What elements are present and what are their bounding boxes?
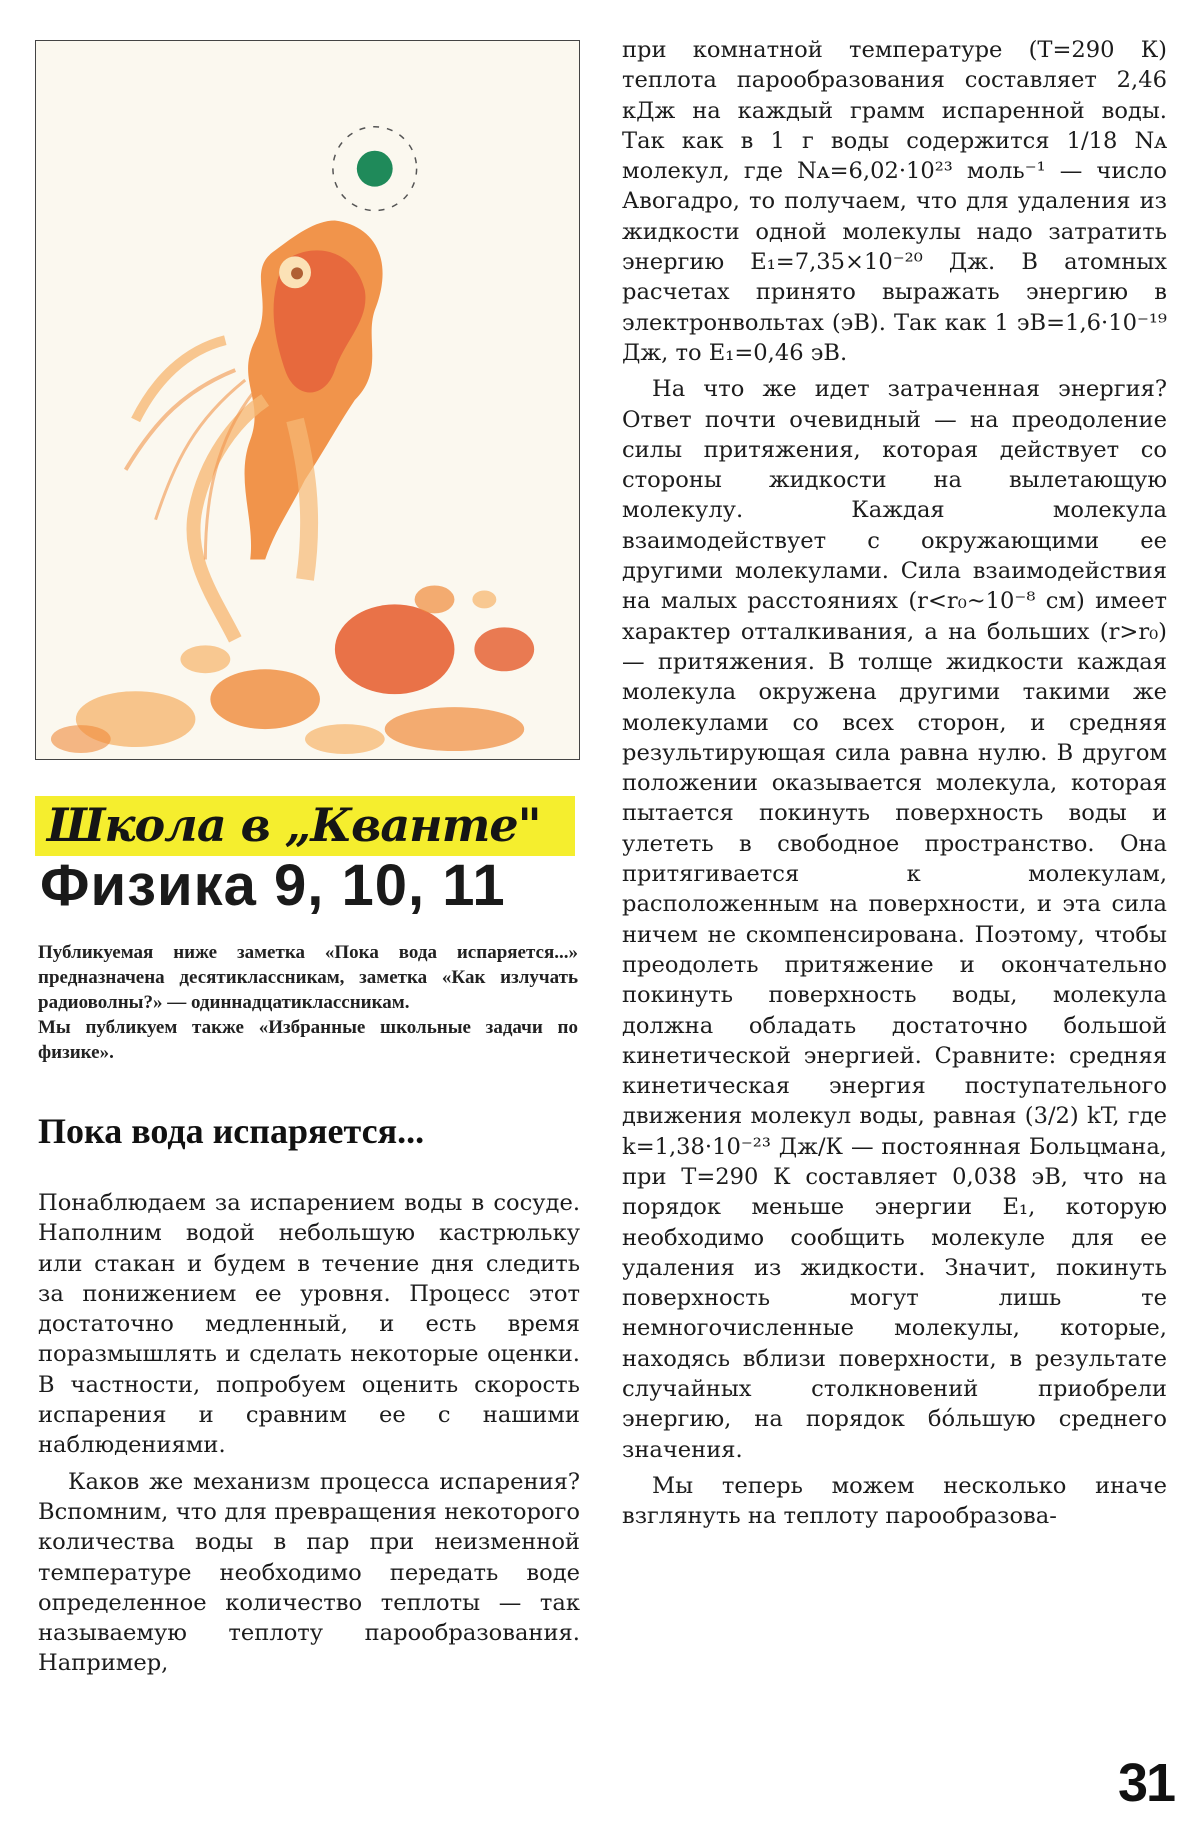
article-paragraph: Мы теперь можем несколько иначе взглянуть на теплоту парообразова-: [622, 1472, 1167, 1530]
illustration-frame: [35, 40, 580, 760]
rubric-banner: [35, 796, 575, 856]
article-paragraph: На что же идет затраченная энергия? Ответ почти очевидный — на преодоление силы притяжения, которая действует со стороны жидкости на вылетающую молекулу. Каждая молекула взаимодействует с окружающими ее другими молекулами. Сила взаимодействия на малых расстояниях (r<r₀~10⁻⁸ см) имеет характер отталкивания, а на больших (r>r₀) — притяжения. В толще жидкости каждая молекула окружена другими такими же молекулами со всех сторон, и средняя результирующая сила равна нулю. В другом положении оказывается молекула, которая пытается покинуть поверхность воды и улететь в свободное пространство. Она притягивается к молекулам, расположенным на поверхности, и эта сила ничем не скомпенсирована. Поэтому, чтобы преодолеть притяжение и окончательно покинуть поверхность воды, молекула должна обладать достаточно большой кинетической энергией. Сравните: средняя кинетическая энергия поступательного движения молекул воды, равная (3/2) kT, где k=1,38·10⁻²³ Дж/К — постоянная Больцмана, при T=290 К составляет 0,038 эВ, что на порядок меньше энергии E₁, которую необходимо сообщить молекуле для ее удаления из жидкости. Значит, покинуть поверхность могут лишь те немногочисленные молекулы, которые, находясь вблизи поверхности, в результате случайных столкновений приобрели энергию, на порядок бо́льшую среднего значения.: [622, 376, 1167, 1463]
section-title: Физика 9, 10, 11: [40, 853, 506, 918]
article-paragraph: Понаблюдаем за испарением воды в сосуде. Наполним водой небольшую кастрюльку или стакан и будем в течение дня следить за понижением ее уровня. Процесс этот достаточно медленный, и есть время поразмышлять и сделать некоторые оценки. В частности, попробуем оценить скорость испарения и сравним ее с нашими наблюдениями.: [38, 1190, 580, 1459]
article-column-right: [622, 35, 1167, 1538]
article-paragraph: при комнатной температуре (T=290 К) теплота парообразования составляет 2,46 кДж на каждый грамм испаренной воды. Так как в 1 г воды содержится 1/18 Nᴀ молекул, где Nᴀ=6,02·10²³ моль⁻¹ — число Авогадро, то получаем, что для удаления из жидкости одной молекулы надо затратить энергию E₁=7,35×10⁻²⁰ Дж. В атомных расчетах принято выражать энергию в электронвольтах (эВ). Так как 1 эВ=1,6·10⁻¹⁹ Дж, то E₁=0,46 эВ.: [622, 37, 1167, 366]
article-paragraph: Каков же механизм процесса испарения? Вспомним, что для превращения некоторого количества воды в пар при неизменной температуре необходимо передать воде определенное количество теплоты — так называемую теплоту парообразования. Например,: [38, 1468, 580, 1677]
article-title: Пока вода испаряется...: [38, 1111, 425, 1151]
intro-paragraph-2: Мы публикуем также «Избранные школьные задачи по физике».: [38, 1017, 578, 1063]
page-number: 31: [1118, 1753, 1175, 1813]
intro-note: [38, 940, 578, 1065]
intro-paragraph-1: Публикуемая ниже заметка «Пока вода испаряется...» предназначена десятиклассникам, заметка «Как излучать радиоволны?» — одиннадцатиклассникам.: [38, 942, 578, 1013]
molecule: [357, 151, 393, 187]
goldfish-splash-icon: [36, 41, 579, 759]
article-column-left: [38, 1188, 580, 1685]
rubric-banner-text: Школа в „Кванте": [47, 798, 541, 852]
